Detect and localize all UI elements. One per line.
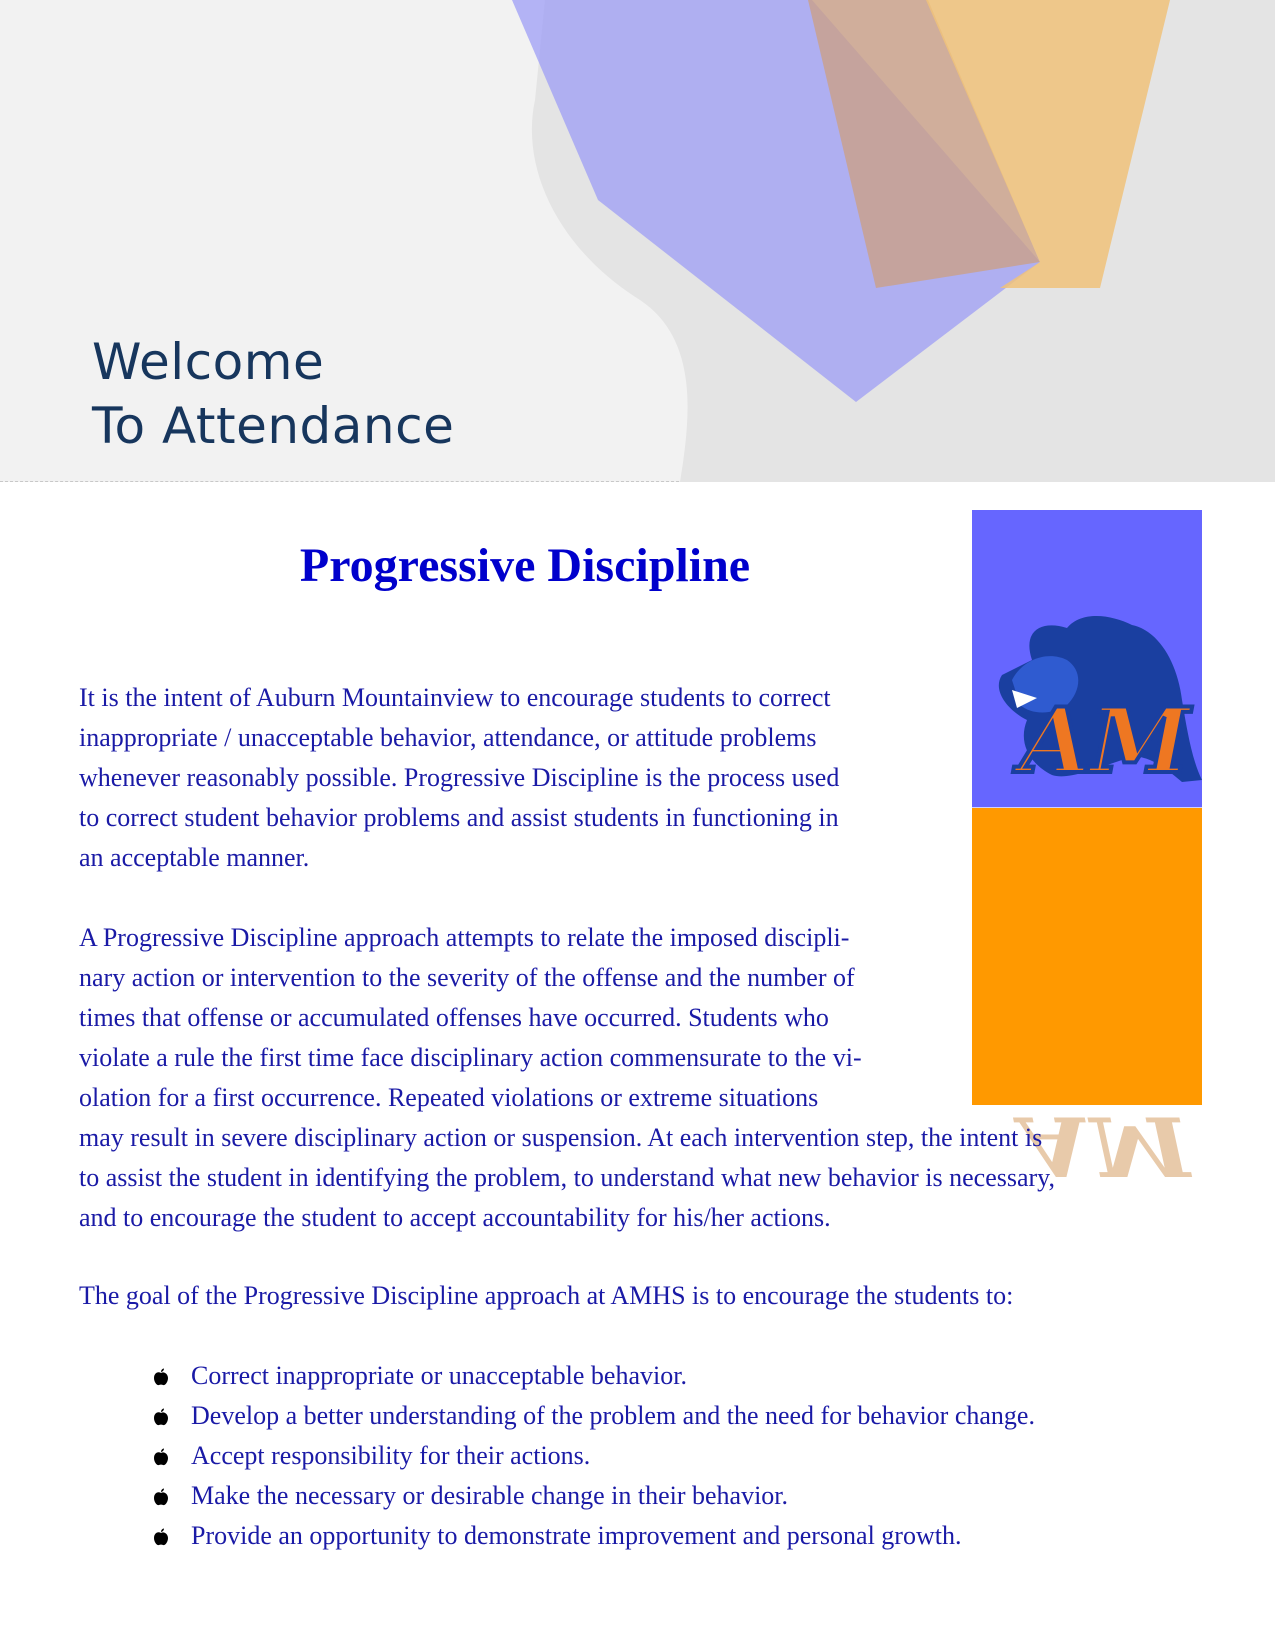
list-item [79, 1516, 1035, 1556]
paragraph-line: and to encourage the student to accept accountability for his/her actions. [79, 1203, 831, 1232]
paragraph-line: It is the intent of Auburn Mountainview to encourage students to correct [79, 683, 831, 712]
page-title: Progressive Discipline [299, 539, 751, 592]
welcome-title-line1: Welcome [92, 333, 325, 391]
apple-bullet-icon [153, 1448, 169, 1466]
paragraph-line: nary action or intervention to the severity of the offense and the number of [79, 963, 855, 992]
paragraph-line: times that offense or accumulated offenses have occurred. Students who [79, 1003, 829, 1032]
apple-bullet-icon [153, 1368, 169, 1386]
paragraph-line: inappropriate / unacceptable behavior, attendance, or attitude problems [79, 723, 817, 752]
list-item [79, 1476, 1035, 1516]
welcome-title [92, 330, 454, 458]
paragraph-line: whenever reasonably possible. Progressive Discipline is the process used [79, 763, 840, 792]
paragraph-goal [79, 1276, 1013, 1316]
list-item [79, 1396, 1035, 1436]
list-item [79, 1356, 1035, 1396]
apple-bullet-icon [153, 1488, 169, 1506]
goal-text: Make the necessary or desirable change in their behavior. [191, 1481, 789, 1510]
goal-text: Correct inappropriate or unacceptable behavior. [191, 1361, 687, 1390]
paragraph-line: The goal of the Progressive Discipline approach at AMHS is to encourage the students to: [79, 1281, 1014, 1310]
list-item [79, 1436, 1035, 1476]
paragraph-line: an acceptable manner. [79, 843, 310, 872]
paragraph-approach [79, 918, 1055, 1238]
goal-text: Develop a better understanding of the problem and the need for behavior change. [191, 1401, 1035, 1430]
paragraph-line: may result in severe disciplinary action or suspension. At each intervention step, the intent is [79, 1123, 1043, 1152]
welcome-title-line2: To Attendance [92, 397, 455, 455]
apple-bullet-icon [153, 1528, 169, 1546]
goal-text: Provide an opportunity to demonstrate improvement and personal growth. [191, 1521, 962, 1550]
paragraph-line: olation for a first occurrence. Repeated violations or extreme situations [79, 1083, 819, 1112]
paragraph-intent [79, 678, 839, 878]
logo-reflection: AM [1012, 1097, 1193, 1193]
logo-letters: AM [1011, 688, 1193, 794]
paragraph-line: A Progressive Discipline approach attempts to relate the imposed discipli- [79, 923, 850, 952]
header-banner [0, 0, 1275, 482]
goals-list [79, 1356, 1035, 1556]
apple-bullet-icon [153, 1408, 169, 1426]
paragraph-line: to assist the student in identifying the problem, to understand what new behavior is necessary, [79, 1163, 1055, 1192]
paragraph-line: violate a rule the first time face disciplinary action commensurate to the vi- [79, 1043, 862, 1072]
goal-text: Accept responsibility for their actions. [191, 1441, 591, 1470]
paragraph-line: to correct student behavior problems and assist students in functioning in [79, 803, 839, 832]
